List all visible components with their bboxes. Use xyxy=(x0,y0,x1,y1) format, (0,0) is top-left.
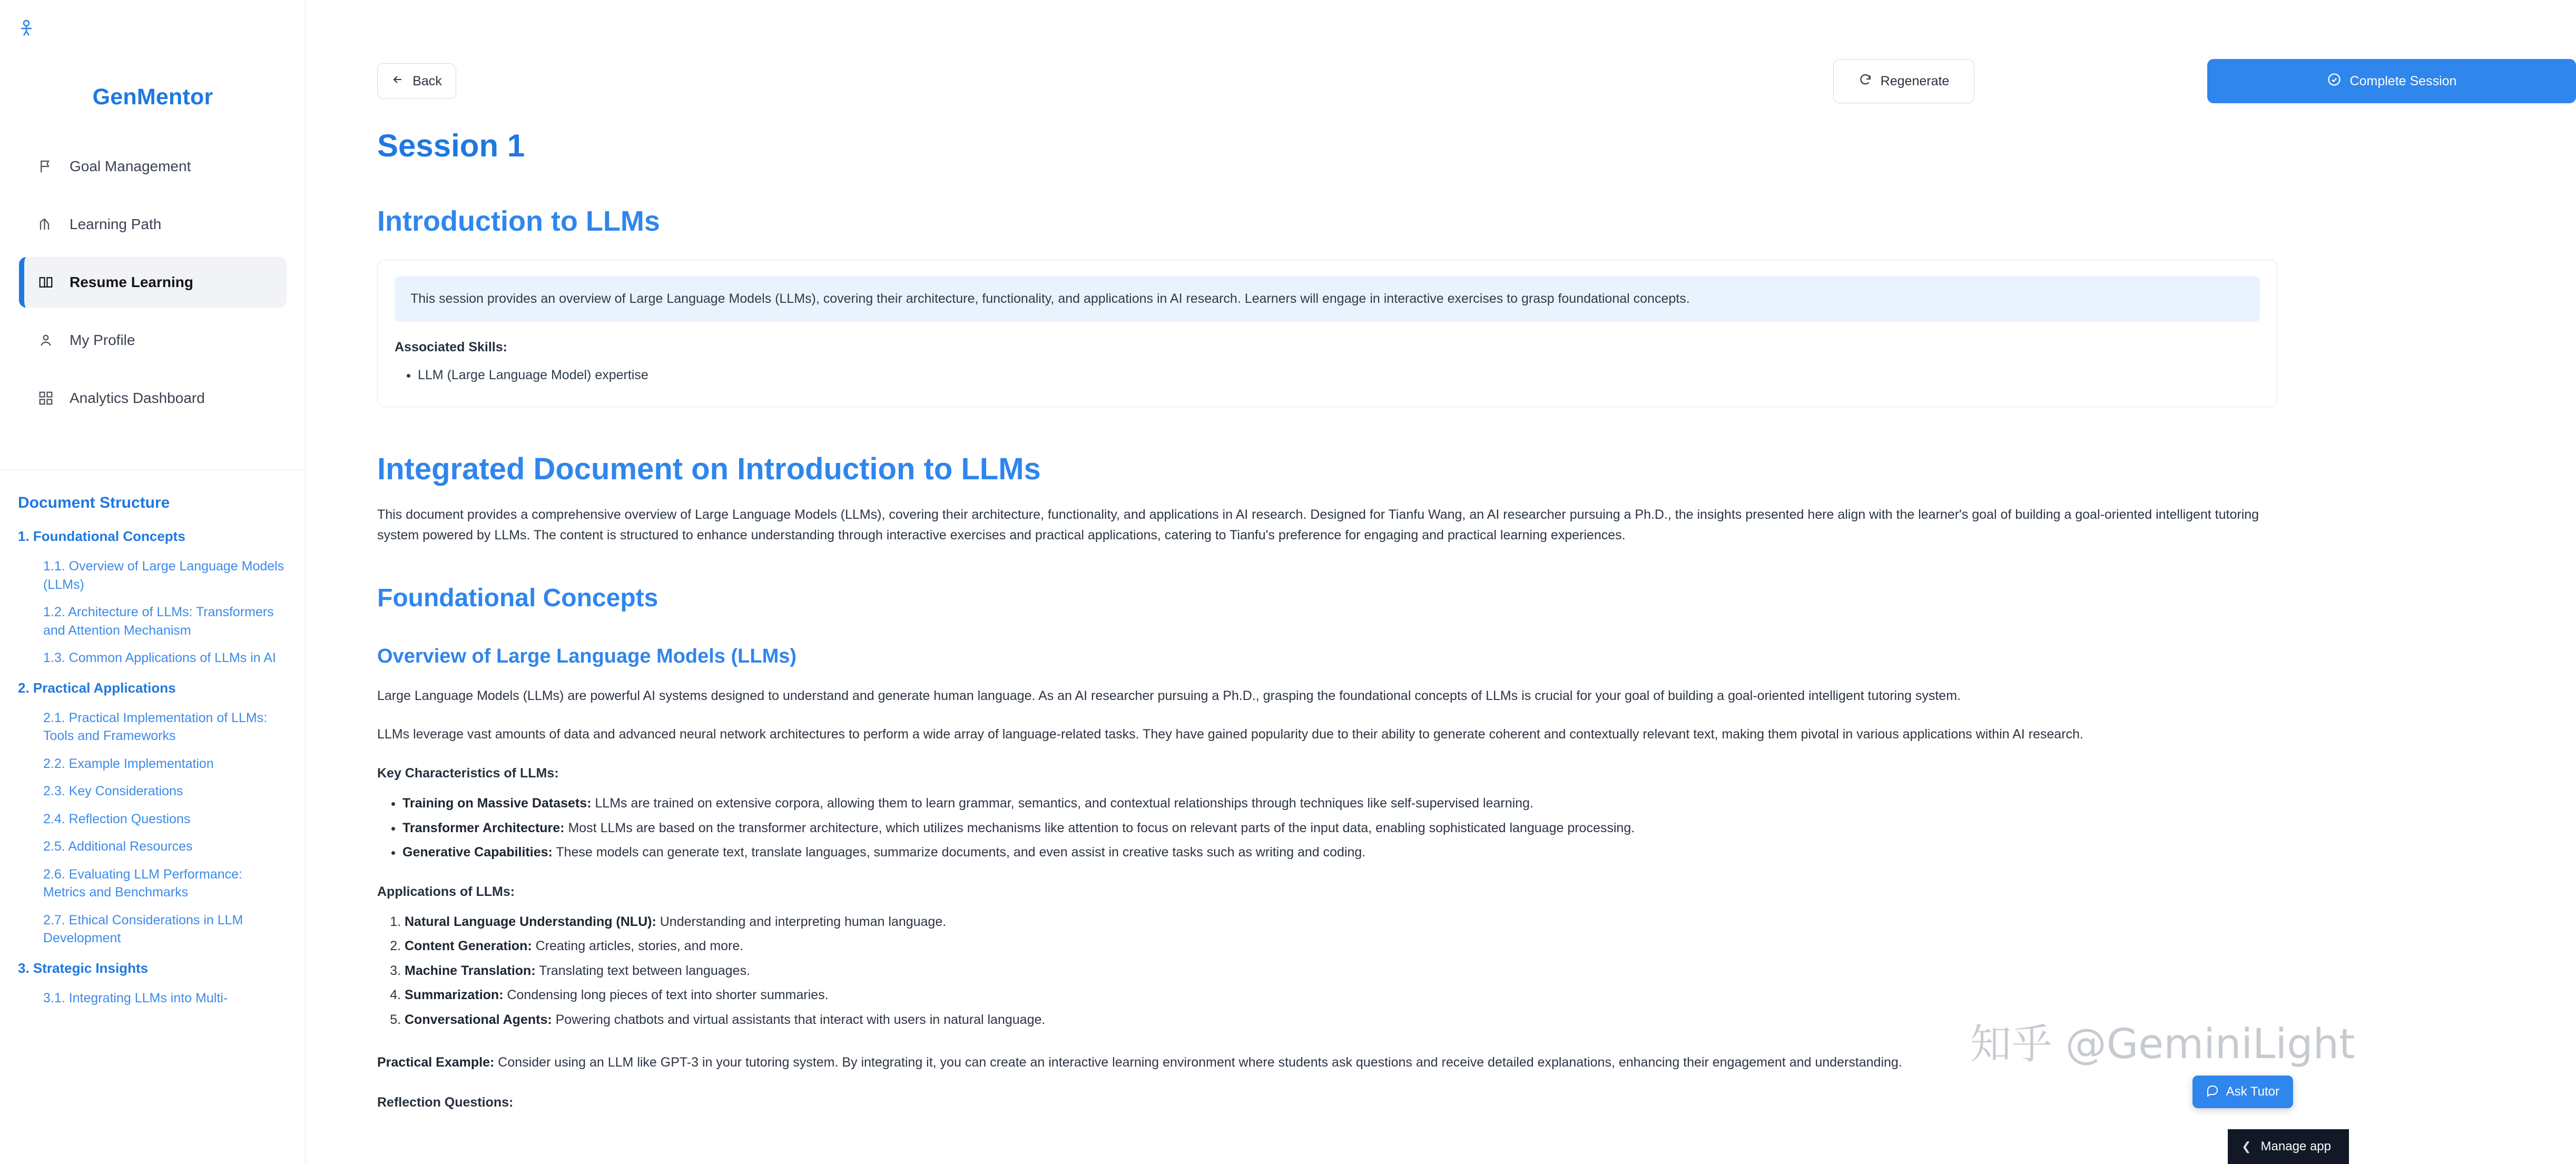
regenerate-button[interactable] xyxy=(1833,59,1974,103)
session-overview-card xyxy=(377,260,2277,407)
section-foundational-concepts: Foundational Concepts xyxy=(377,584,658,612)
associated-skills-label: Associated Skills: xyxy=(395,340,507,354)
list-item-term: Conversational Agents: xyxy=(405,1012,552,1027)
sidebar-item-my-profile[interactable] xyxy=(19,315,287,366)
list-item-term: Training on Massive Datasets: xyxy=(402,796,592,811)
list-item-term: Transformer Architecture: xyxy=(402,820,565,835)
toc-item[interactable]: 2.1. Practical Implementation of LLMs: Tools and Frameworks xyxy=(43,710,268,744)
associated-skills-list xyxy=(395,364,2260,386)
sidebar-item-label: Analytics Dashboard xyxy=(70,390,205,406)
topic-title: Introduction to LLMs xyxy=(377,205,660,237)
flag-icon xyxy=(37,157,55,175)
list-item-desc: Most LLMs are based on the transformer architecture, which utilizes mechanisms like attention to focus on relevant parts of the input data, enabling sophisticated language processing. xyxy=(564,820,1635,835)
page-title: Session 1 xyxy=(377,128,525,163)
refresh-icon xyxy=(1859,73,1872,90)
list-item-desc: Powering chatbots and virtual assistants that interact with users in natural language. xyxy=(552,1012,1046,1027)
ask-tutor-button[interactable] xyxy=(2192,1076,2293,1108)
applications-label: Applications of LLMs: xyxy=(377,884,515,899)
key-characteristics-label: Key Characteristics of LLMs: xyxy=(377,766,559,781)
sidebar-item-resume-learning[interactable] xyxy=(19,257,287,308)
key-characteristics-list xyxy=(377,793,2277,863)
manage-app-bar[interactable] xyxy=(2228,1129,2349,1164)
sidebar-item-label: Resume Learning xyxy=(70,274,193,290)
arrow-left-icon xyxy=(391,73,404,90)
list-item-term: Summarization: xyxy=(405,988,504,1002)
toc-item[interactable]: 2.7. Ethical Considerations in LLM Development xyxy=(43,912,243,946)
list-item-desc: Creating articles, stories, and more. xyxy=(532,939,744,953)
list-item-desc: These models can generate text, translate languages, summarize documents, and even assist in creative tasks such as writing and coding. xyxy=(552,845,1366,860)
list-item-desc: Understanding and interpreting human language. xyxy=(656,914,947,929)
toc-item[interactable]: 1. Foundational Concepts xyxy=(18,528,185,544)
list-item xyxy=(405,960,2277,982)
sidebar-item-analytics-dashboard[interactable] xyxy=(19,373,287,423)
practical-example-desc: Consider using an LLM like GPT-3 in your tutoring system. By integrating it, you can create an interactive learning environment where students ask questions and receive detailed explanations, enhancing their engagement and understanding. xyxy=(494,1055,1902,1070)
list-item-term: Generative Capabilities: xyxy=(402,845,553,860)
toc-item[interactable]: 2.4. Reflection Questions xyxy=(43,811,191,826)
list-item xyxy=(405,911,2277,933)
session-document xyxy=(306,105,2349,1164)
app-logo-icon xyxy=(15,17,38,40)
list-item-term: Machine Translation: xyxy=(405,963,536,978)
subsection-overview-llms: Overview of Large Language Models (LLMs) xyxy=(377,645,797,667)
paragraph: Large Language Models (LLMs) are powerful AI systems designed to understand and generate human language. As an AI researcher pursuing a Ph.D., grasping the foundational concepts of LLMs is crucial for your goal of building a goal-oriented intelligent tutoring system. xyxy=(377,688,1961,703)
chat-icon xyxy=(2206,1084,2219,1100)
sidebar-item-label: Goal Management xyxy=(70,158,191,174)
brand-name: GenMentor xyxy=(92,84,213,110)
ask-tutor-label: Ask Tutor xyxy=(2226,1084,2279,1099)
toc-item[interactable]: 1.2. Architecture of LLMs: Transformers and Attention Mechanism xyxy=(43,605,274,638)
list-item xyxy=(402,842,2277,863)
path-icon xyxy=(37,215,55,233)
back-button-label: Back xyxy=(412,73,442,88)
sidebar xyxy=(0,0,306,1164)
check-circle-icon xyxy=(2327,72,2342,91)
toc-item[interactable]: 1.1. Overview of Large Language Models (LLMs) xyxy=(43,559,284,592)
toc-item[interactable]: 2.3. Key Considerations xyxy=(43,784,183,799)
practical-example-term: Practical Example: xyxy=(377,1055,495,1070)
manage-app-label: Manage app xyxy=(2260,1139,2331,1153)
chevron-left-icon: ❮ xyxy=(2241,1140,2251,1153)
list-item xyxy=(405,1009,2277,1031)
toc-item[interactable]: 2.5. Additional Resources xyxy=(43,839,193,854)
toc-item[interactable]: 1.3. Common Applications of LLMs in AI xyxy=(43,650,276,666)
toc-item[interactable]: 3.1. Integrating LLMs into Multi- xyxy=(43,990,228,1005)
reflection-questions-label: Reflection Questions: xyxy=(377,1095,514,1110)
list-item-desc: Translating text between languages. xyxy=(535,963,750,978)
session-overview-text: This session provides an overview of Large Language Models (LLMs), covering their architecture, functionality, and applications in AI research. Learners will engage in interactive exercises to grasp foundational concepts. xyxy=(395,276,2260,322)
user-icon xyxy=(37,331,55,349)
book-icon xyxy=(37,273,55,291)
document-structure-title: Document Structure xyxy=(18,494,170,511)
sidebar-nav xyxy=(0,141,306,431)
table-of-contents xyxy=(0,520,306,1012)
toc-item[interactable]: 2.6. Evaluating LLM Performance: Metrics and Benchmarks xyxy=(43,866,242,900)
practical-example xyxy=(377,1052,2277,1073)
list-item: • LLM (Large Language Model) expertise xyxy=(418,364,2260,386)
list-item xyxy=(402,817,2277,839)
regenerate-button-label: Regenerate xyxy=(1880,73,1950,88)
list-item xyxy=(402,793,2277,814)
watermark: 知乎 @GeminiLight xyxy=(1970,1021,2355,1068)
sidebar-item-goal-management[interactable] xyxy=(19,141,287,192)
list-item xyxy=(405,984,2277,1006)
document-title: Integrated Document on Introduction to LLMs xyxy=(377,452,1041,486)
back-button[interactable] xyxy=(377,63,456,99)
complete-session-label: Complete Session xyxy=(2349,73,2457,88)
list-item-term: Natural Language Understanding (NLU): xyxy=(405,914,656,929)
sidebar-item-label: My Profile xyxy=(70,332,135,348)
complete-session-button[interactable] xyxy=(2207,59,2576,103)
sidebar-item-learning-path[interactable] xyxy=(19,199,287,250)
list-item-desc: LLMs are trained on extensive corpora, allowing them to learn grammar, semantics, and contextual relationships through techniques like self-supervised learning. xyxy=(591,796,1533,811)
toc-item[interactable]: 2.2. Example Implementation xyxy=(43,756,214,771)
main-content xyxy=(306,0,2457,1164)
paragraph: LLMs leverage vast amounts of data and advanced neural network architectures to perform a wide array of language-related tasks. They have gained popularity due to their ability to generate coherent and contextually relevant text, making them pivotal in various applications within AI research. xyxy=(377,727,2083,742)
list-item-desc: Condensing long pieces of text into shorter summaries. xyxy=(503,988,829,1002)
list-item xyxy=(405,935,2277,957)
applications-list xyxy=(377,911,2277,1031)
toc-item[interactable]: 3. Strategic Insights xyxy=(18,960,149,976)
list-item-term: Content Generation: xyxy=(405,939,532,953)
toc-item[interactable]: 2. Practical Applications xyxy=(18,679,176,696)
sidebar-item-label: Learning Path xyxy=(70,216,162,232)
toolbar xyxy=(306,0,2457,105)
dashboard-icon xyxy=(37,389,55,407)
document-intro: This document provides a comprehensive overview of Large Language Models (LLMs), covering their architecture, functionality, and applications in AI research. Designed for Tianfu Wang, an AI researcher pursuing a Ph.D., the insights presented here align with the learner's goal of building a goal-oriented intelligent tutoring system powered by LLMs. The content is structured to enhance understanding through interactive exercises and practical applications, catering to Tianfu's preference for engaging and practical learning experiences. xyxy=(377,507,2259,542)
